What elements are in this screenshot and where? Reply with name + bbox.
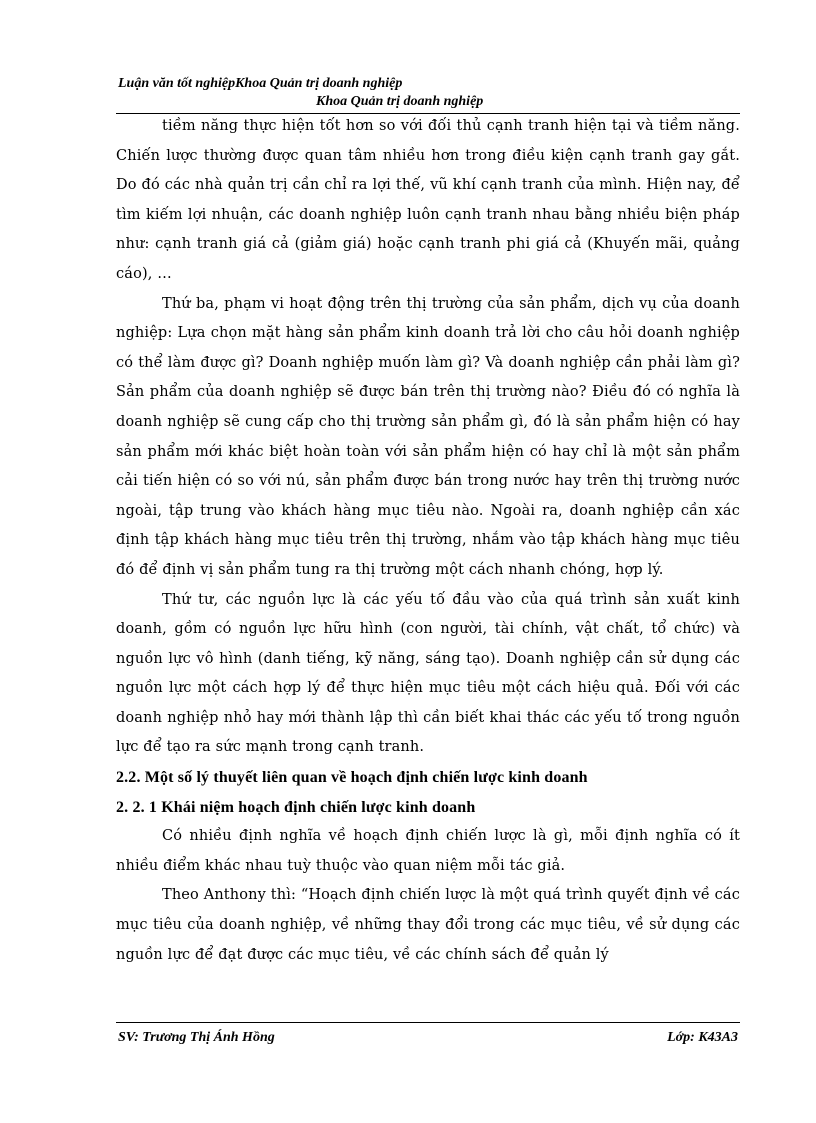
body-paragraph-5: Theo Anthony thì: “Hoạch định chiến lược là một quá trình quyết định về các mục tiêu của doanh nghiệp, về những thay đổi trong các mục tiêu, về sử dụng các nguồn lực để đạt được các mục tiêu, về các chính sách để quản lý xyxy=(116,887,740,963)
document-body xyxy=(116,112,740,970)
body-paragraph-4: Có nhiều định nghĩa về hoạch định chiến lược là gì, mỗi định nghĩa có ít nhiều điểm khác nhau tuỳ thuộc vào quan niệm mỗi tác giả. xyxy=(116,828,740,874)
subsection-heading: 2. 2. 1 Khái niệm hoạch định chiến lược kinh doanh xyxy=(116,798,476,816)
body-paragraph-1: tiềm năng thực hiện tốt hơn so với đối thủ cạnh tranh hiện tại và tiềm năng. Chiến lược thường được quan tâm nhiều hơn trong điều kiện cạnh tranh gay gắt. Do đó các nhà quản trị cần chỉ ra lợi thế, vũ khí cạnh tranh của mình. Hiện nay, để tìm kiếm lợi nhuận, các doanh nghiệp luôn cạnh tranh nhau bằng nhiều biện pháp như: cạnh tranh giá cả (giảm giá) hoặc cạnh tranh phi giá cả (Khuyến mãi, quảng cáo), … xyxy=(116,118,740,282)
body-paragraph-3: Thứ tư, các nguồn lực là các yếu tố đầu vào của quá trình sản xuất kinh doanh, gồm có nguồn lực hữu hình (con người, tài chính, vật chất, tổ chức) và nguồn lực vô hình (danh tiếng, kỹ năng, sáng tạo). Doanh nghiệp cần sử dụng các nguồn lực một cách hợp lý để thực hiện mục tiêu một cách hiệu quả. Đối với các doanh nghiệp nhỏ hay mới thành lập thì cần biết khai thác các yếu tố trong nguồn lực để tạo ra sức mạnh trong cạnh tranh. xyxy=(116,591,740,756)
running-header-title: Luận văn tốt nghiệpKhoa Quản trị doanh nghiệp xyxy=(118,76,403,91)
section-heading: 2.2. Một số lý thuyết liên quan về hoạch định chiến lược kinh doanh xyxy=(116,769,588,787)
footer-student-name: SV: Trương Thị Ánh Hồng xyxy=(118,1030,275,1045)
footer-class: Lớp: K43A3 xyxy=(667,1030,738,1045)
footer-divider xyxy=(116,1022,740,1023)
body-paragraph-2: Thứ ba, phạm vi hoạt động trên thị trường của sản phẩm, dịch vụ của doanh nghiệp: Lựa chọn mặt hàng sản phẩm kinh doanh trả lời cho câu hỏi doanh nghiệp có thể làm được gì? Doanh nghiệp muốn làm gì? Và doanh nghiệp cần phải làm gì? Sản phẩm của doanh nghiệp sẽ được bán trên thị trường nào? Điều đó có nghĩa là doanh nghiệp sẽ cung cấp cho thị trường sản phẩm gì, đó là sản phẩm hiện có hay sản phẩm mới khác biệt hoàn toàn với sản phẩm hiện có hay chỉ là một sản phẩm cải tiến hiện có so với nú, sản phẩm được bán trong nước hay trên thị trường nước ngoài, tập trung vào khách hàng mục tiêu nào. Ngoài ra, doanh nghiệp cần xác định tập khách hàng mục tiêu trên thị trường, nhắm vào tập khách hàng mục tiêu đó để định vị sản phẩm tung ra thị trường một cách nhanh chóng, hợp lý. xyxy=(116,295,740,578)
running-header-department: Khoa Quản trị doanh nghiệp xyxy=(316,94,484,109)
